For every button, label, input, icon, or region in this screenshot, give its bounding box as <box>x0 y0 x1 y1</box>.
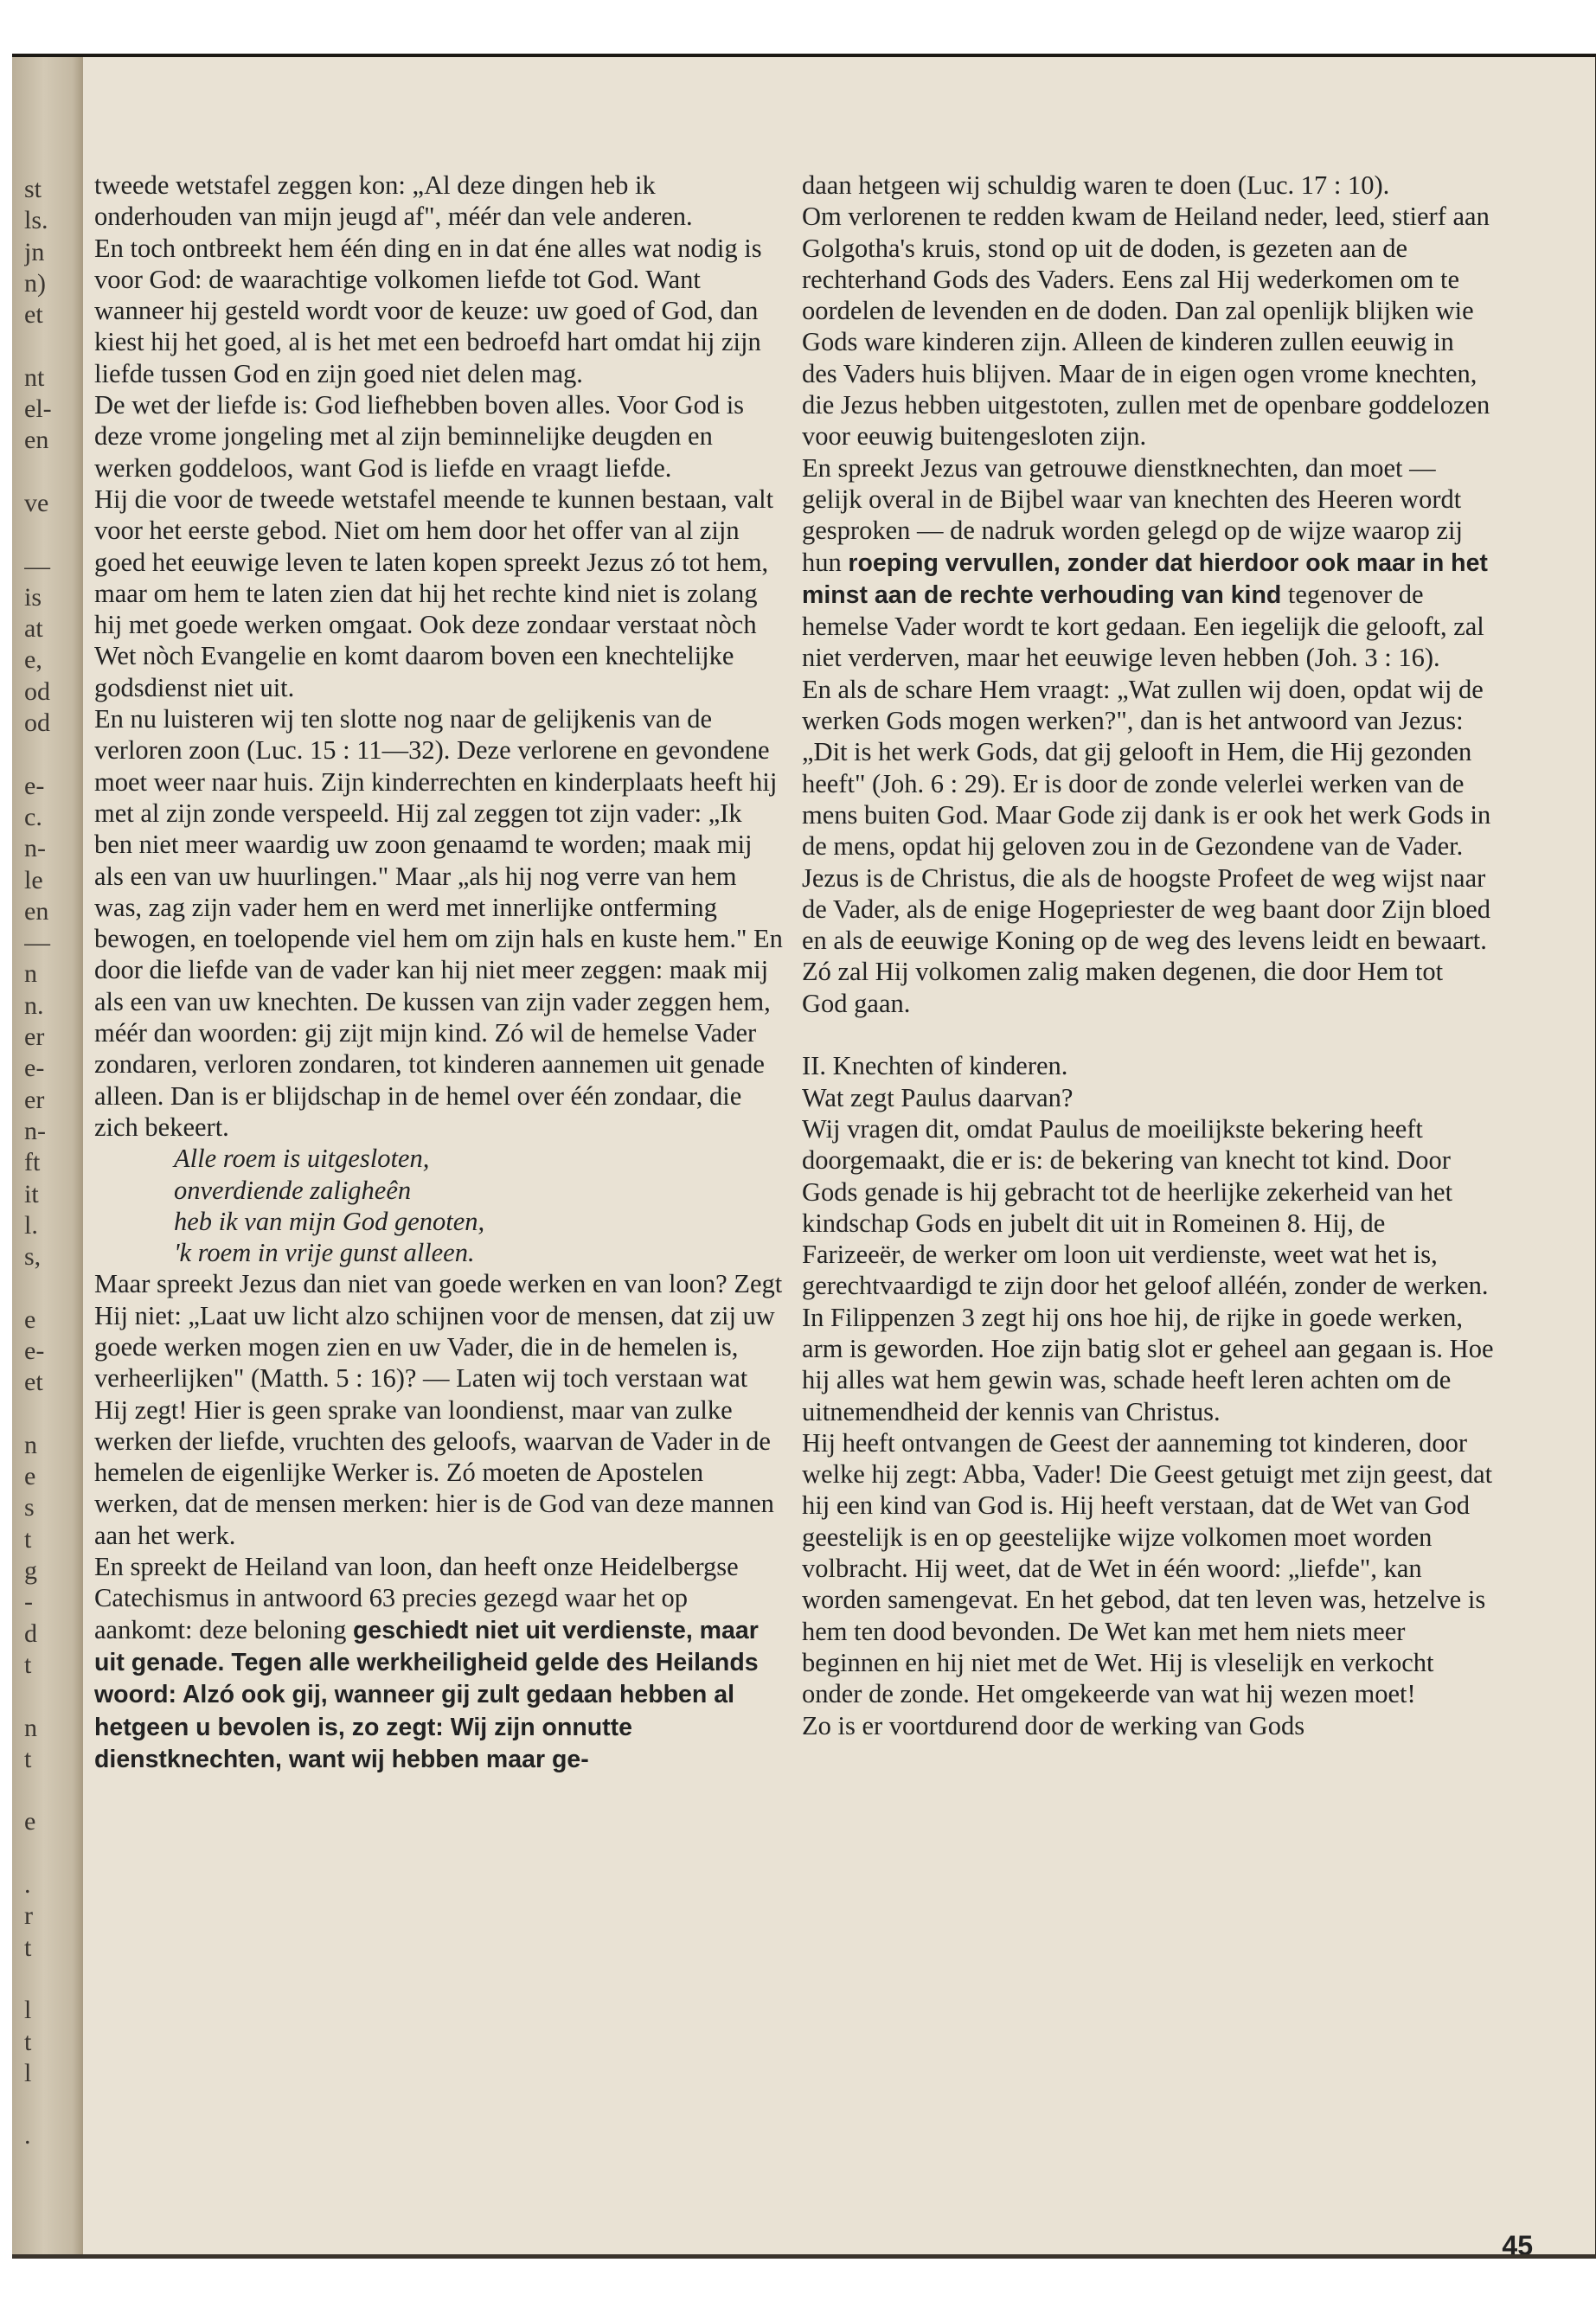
margin-fragment: jn <box>24 237 45 266</box>
page-number: 45 <box>1502 2230 1533 2259</box>
margin-fragment: — <box>24 928 50 958</box>
margin-fragment: s <box>24 1493 35 1522</box>
previous-page-margin <box>24 174 76 2214</box>
margin-fragment <box>24 1964 76 1995</box>
margin-fragment: od <box>24 676 50 706</box>
left-column <box>94 170 786 1775</box>
margin-fragment: t <box>24 1932 32 1962</box>
paragraph: daan hetgeen wij schuldig waren te doen (Luc. 17 : 10). <box>802 170 1390 200</box>
margin-fragment: n- <box>24 1116 46 1145</box>
margin-fragment: n <box>24 1430 37 1459</box>
paragraph: In Filippenzen 3 zegt hij ons hoe hij, de rijke in goede werken, arm is geworden. Hoe zijn batig slot er geheel aan gegaan is. Hoe hij alles wat hem gewin was, schade heeft leren achten om de uitnemendheid der kennis van Christus. <box>802 1302 1494 1426</box>
margin-fragment: c. <box>24 802 42 831</box>
margin-fragment: t <box>24 1744 32 1773</box>
margin-fragment: en <box>24 426 49 455</box>
margin-fragment: ft <box>24 1148 41 1177</box>
margin-fragment: - <box>24 1587 33 1617</box>
margin-fragment <box>24 2183 76 2214</box>
paragraph: Wat zegt Paulus daarvan? <box>802 1082 1074 1112</box>
margin-fragment: t <box>24 2027 32 2056</box>
margin-fragment <box>24 519 76 550</box>
margin-fragment: e <box>24 1462 36 1491</box>
margin-fragment <box>24 1775 76 1806</box>
paragraph: Hij die voor de tweede wetstafel meende te kunnen bestaan, valt voor het eerste gebod. Niet om hem door het offer van al zijn goed het eeuwige leven te laten kopen spreekt Jezus zó tot hem, maar om hem te laten zien dat hij het rechte kind niet is zolang hij met goede werken omgaat. Ook deze zondaar verstaat nòch Wet nòch Evangelie en komt daarom boven een knechtelijke godsdienst niet uit. <box>94 484 774 702</box>
margin-fragment: le <box>24 865 43 894</box>
margin-fragment: st <box>24 175 42 203</box>
margin-fragment: at <box>24 614 43 644</box>
margin-fragment: . <box>24 2121 31 2150</box>
margin-fragment: e- <box>24 1336 45 1365</box>
paragraph: Wij vragen dit, omdat Paulus de moeilijkste bekering heeft doorgemaakt, die er is: de bekering van knecht tot kind. Door Gods genade is hij gebracht tot de heerlijke zekerheid van het kindschap Gods en jubelt dit uit in Romeinen 8. Hij, de Farizeeër, de werker om loon uit verdienste, weet wat het is, gerechtvaardigd te zijn door het geloof alléén, zonder de werken. <box>802 1113 1489 1301</box>
margin-fragment: e- <box>24 771 45 800</box>
paragraph: Hij heeft ontvangen de Geest der aanneming tot kinderen, door welke hij zegt: Abba, Vader! Die Geest getuigt met zijn geest, dat hij een kind van God is. Hij heeft verstaan, dat de Wet van God geestelijk is en op geestelijke wijze volkomen moet worden volbracht. Hij weet, dat de Wet in één woord: „liefde", kan worden samengevat. En het gebod, dat ten leven was, hetzelve is hem ten dood bevonden. De Wet kan met hem niets meer beginnen en hij niet met de Wet. Hij is vleselijk en verkocht onder de zonde. Het omgekeerde van wat hij wezen moet! <box>802 1427 1493 1709</box>
margin-fragment: d <box>24 1618 37 1648</box>
paragraph: Maar spreekt Jezus dan niet van goede werken en van loon? Zegt Hij niet: „Laat uw licht alzo schijnen voor de mensen, dat zij uw goede werken mogen zien en uw Vader, die in de hemelen is, verheerlijken" (Matth. 5 : 16)? — Laten wij toch verstaan wat Hij zegt! Hier is geen sprake van loondienst, maar van zulke werken der liefde, vruchten des geloofs, waarvan de Vader in de hemelen de eigenlijke Werker is. Zó moeten de Apostelen werken, dat de mensen merken: hier is de God van deze mannen aan het werk. <box>94 1269 783 1550</box>
bold-passage: geschiedt niet uit verdienste, maar uit genade. Tegen alle werkheiligheid gelde des Heilands woord: Alzó ook gij, wanneer gij zult gedaan hebben al hetgeen u bevolen is, zo zegt: Wij zijn onnutte dienstknechten, want wij hebben maar ge- <box>94 1616 759 1773</box>
margin-fragment: e <box>24 1304 36 1334</box>
paragraph: En nu luisteren wij ten slotte nog naar de gelijkenis van de verloren zoon (Luc. 15 : 11—32). Deze verlorene en gevondene moet weer naar huis. Zijn kinderrechten en kinderplaats heeft hij met al zijn zonde verspeeld. Hij zal zeggen tot zijn vader: „Ik ben niet meer waardig uw zoon genaamd te worden; maak mij als een van uw huurlingen." Maar „als hij nog verre van hem was, zag zijn vader hem en werd met innerlijke ontferming bewogen, en toelopende viel hem om zijn hals en kuste hem." En door die liefde van de vader kan hij niet meer zeggen: maak mij als een van uw knechten. De kussen van zijn vader zeggen hem, méér dan woorden: gij zijt mijn kind. Zó wil de hemelse Vader zondaren, verloren zondaren, tot kinderen aannemen uit genade alleen. Dan is er blijdschap in de hemel over één zondaar, die zich bekeert. <box>94 704 783 1142</box>
margin-fragment: er <box>24 1085 45 1114</box>
margin-fragment: n. <box>24 990 44 1020</box>
margin-fragment: — <box>24 551 50 580</box>
poem-line: heb ik van mijn God genoten, <box>174 1206 485 1236</box>
paragraph-text: En spreekt de Heiland van loon, dan heeft onze Heidelbergse Catechismus in antwoord 63 precies gezegd waar het op aankomt: deze beloning <box>94 1552 739 1644</box>
margin-fragment <box>24 1399 76 1430</box>
margin-fragment: r <box>24 1901 33 1931</box>
margin-fragment: g <box>24 1556 37 1586</box>
paragraph: Zo is er voortdurend door de werking van Gods <box>802 1710 1305 1740</box>
margin-fragment: n <box>24 959 37 989</box>
margin-fragment: e <box>24 1807 36 1836</box>
margin-fragment: e, <box>24 645 42 675</box>
poem-line: onverdiende zaligheên <box>174 1175 412 1205</box>
margin-fragment <box>24 1838 76 1869</box>
paragraph: Jezus is de Christus, die als de hoogste Profeet de weg wijst naar de Vader, als de enige Hogepriester de weg baant door Zijn bloed en als de eeuwige Koning op de weg des levens leidt en bewaart. Zó zal Hij volkomen zalig maken degenen, die door Hem tot God gaan. <box>802 862 1491 1018</box>
margin-fragment: ls. <box>24 206 48 235</box>
right-column <box>802 170 1494 1741</box>
margin-fragment: it <box>24 1179 39 1208</box>
paragraph: En toch ontbreekt hem één ding en in dat éne alles wat nodig is voor God: de waarachtige volkomen liefde tot God. Want wanneer hij gesteld wordt voor de keuze: uw goed of God, dan kiest hij het goed, al is het met een bedroefd hart omdat hij zijn liefde tussen God en zijn goed niet delen mag. <box>94 233 762 388</box>
margin-fragment: nt <box>24 362 45 392</box>
margin-fragment <box>24 1272 76 1304</box>
section-heading: II. Knechten of kinderen. <box>802 1051 1068 1081</box>
book-page <box>12 54 1596 2259</box>
poem-stanza <box>94 1143 786 1268</box>
margin-fragment: l <box>24 2058 32 2087</box>
margin-fragment <box>24 2089 76 2120</box>
margin-fragment: n) <box>24 268 46 298</box>
margin-fragment <box>24 1681 76 1712</box>
margin-fragment: t <box>24 1524 32 1554</box>
paragraph: tweede wetstafel zeggen kon: „Al deze dingen heb ik onderhouden van mijn jeugd af", méér dan vele anderen. <box>94 170 693 232</box>
paragraph <box>94 1551 786 1775</box>
margin-fragment <box>24 2152 76 2183</box>
margin-fragment: l. <box>24 1210 38 1240</box>
margin-fragment: el- <box>24 394 52 424</box>
margin-fragment <box>24 330 76 362</box>
margin-fragment: er <box>24 1022 45 1052</box>
margin-fragment: et <box>24 1368 43 1397</box>
paragraph-text: tegenover de hemelse Vader wordt te kort gedaan. Een iegelijk die gelooft, zal niet verderven, maar het eeuwige leven hebben (Joh. 3 : 16). <box>802 579 1484 673</box>
margin-fragment: t <box>24 1650 32 1679</box>
poem-line: 'k roem in vrije gunst alleen. <box>174 1238 475 1268</box>
margin-fragment: et <box>24 300 43 330</box>
margin-fragment <box>24 457 76 488</box>
margin-fragment: n <box>24 1713 37 1742</box>
margin-fragment: ve <box>24 488 49 517</box>
margin-fragment: is <box>24 582 42 612</box>
margin-fragment: l <box>24 1996 32 2025</box>
paragraph <box>802 452 1494 674</box>
paragraph: Om verlorenen te redden kwam de Heiland neder, leed, stierf aan Golgotha's kruis, stond op uit de doden, is gezeten aan de rechterhand Gods des Vaders. Eens zal Hij wederkomen om te oordelen de levenden en de doden. Dan zal openlijk blijken wie Gods ware kinderen zijn. Alleen de kinderen zullen eeuwig in des Vaders huis blijven. Maar de in eigen ogen vrome knechten, die Jezus hebben uitgestoten, zullen met de openbare goddelozen voor eeuwig buitengesloten zijn. <box>802 202 1490 452</box>
bold-passage: roeping vervullen, zonder dat hierdoor ook maar in het minst aan de rechte verhouding van kind <box>802 548 1488 609</box>
paragraph: De wet der liefde is: God liefhebben boven alles. Voor God is deze vrome jongeling met al zijn beminnelijke deugden en werken goddeloos, want God is liefde en vraagt liefde. <box>94 390 745 483</box>
margin-fragment: e- <box>24 1054 45 1083</box>
margin-fragment: s, <box>24 1242 42 1272</box>
poem-line: Alle roem is uitgesloten, <box>174 1144 430 1174</box>
margin-fragment <box>24 739 76 770</box>
margin-fragment: . <box>24 1870 31 1900</box>
paragraph-text: En spreekt Jezus van getrouwe dienstknechten, dan moet — gelijk overal in de Bijbel waar van knechten des Heeren wordt gesproken — de nadruk worden gelegd op de wijze waarop zij hun <box>802 452 1463 577</box>
paragraph: En als de schare Hem vraagt: „Wat zullen wij doen, opdat wij de werken Gods mogen werken?", dan is het antwoord van Jezus: „Dit is het werk Gods, dat gij gelooft in Hem, die Hij gezonden heeft" (Joh. 6 : 29). Er is door de zonde velerlei werken van de mens buiten God. Maar Gode zij dank is er ook het werk Gods in de mens, opdat hij geloven zou in de Gezondene van de Vader. <box>802 674 1491 862</box>
margin-fragment: en <box>24 896 49 926</box>
margin-fragment: n- <box>24 834 46 863</box>
margin-fragment: od <box>24 708 50 738</box>
